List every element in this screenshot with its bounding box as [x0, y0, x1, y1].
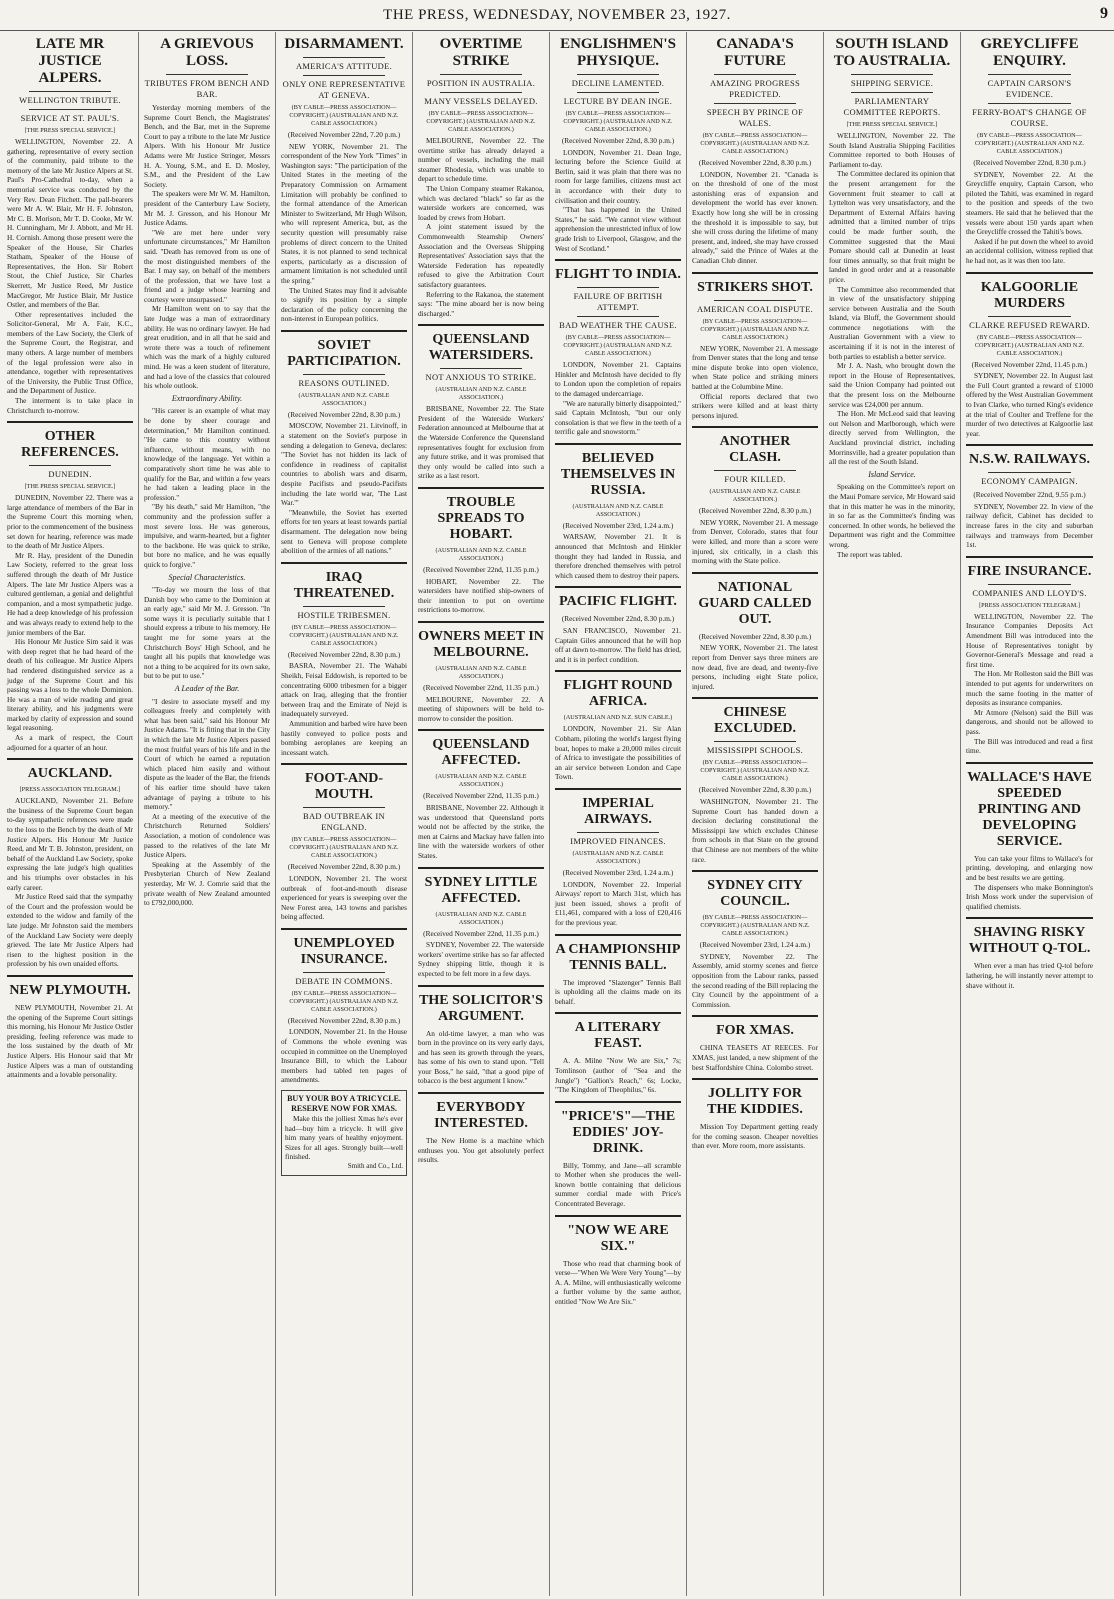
received-time: (Received November 22nd, 9.55 p.m.) — [973, 490, 1086, 500]
newspaper-columns — [2, 32, 1112, 1596]
headline: CANADA'S FUTURE — [716, 36, 794, 69]
story-divider — [281, 928, 407, 930]
article-paragraph: BRISBANE, November 22. Although it was understood that Queensland ports would not be affected by the strike, the men at Cairns and Mackay have fallen into line with the waterside workers of other States. — [418, 802, 544, 860]
article-paragraph: The dispensers who make Bonnington's Irish Moss work under the supervision of qualified chemists. — [966, 882, 1093, 911]
article-paragraph: Billy, Tommy, and Jane—all scramble to Mother when she produces the well-known bottle containing that delicious summer cordial made with Price's Concentrated Beverage. — [555, 1160, 681, 1209]
story-divider — [418, 985, 544, 987]
headline: PACIFIC FLIGHT. — [559, 594, 677, 610]
article-paragraph: NEW YORK, November 21. A message from Denver, Colorado, states that four were killed, and more than a score were injured, six critically, in a clash this morning with the State police. — [692, 517, 818, 566]
subheadline: HOSTILE TRIBESMEN. — [297, 609, 391, 620]
article-paragraph: SYDNEY, November 22. At the Greycliffe enquiry, Captain Carson, who piloted the Tahiti, was examined in regard to the position and speeds of the two steamers. He said that he believed that the vessels were about 150 yards apart when the Greycliffe crossed the Tahiti's bows. — [966, 169, 1093, 237]
wire-credit: [THE PRESS SPECIAL SERVICE.] — [846, 121, 938, 128]
deck-rule — [577, 316, 659, 317]
deck-rule — [303, 57, 385, 58]
article-paragraph: Those who read that charming book of verse—"When We Were Very Young"—by A. A. Milne, will enthusiastically welcome a further volume by the same author, entitled "Now We Are Six." — [555, 1258, 681, 1307]
wire-credit: (BY CABLE—PRESS ASSOCIATION—COPYRIGHT.) (AUSTRALIAN AND N.Z. CABLE ASSOCIATION.) — [289, 104, 399, 127]
deck-rule — [988, 316, 1071, 317]
headline: SOVIET PARTICIPATION. — [287, 337, 401, 369]
column-2 — [139, 32, 276, 1596]
headline: LATE MR JUSTICE ALPERS. — [35, 36, 105, 86]
article-paragraph: Mr R. Hay, president of the Dunedin Law Society, referred to the great loss suffered through the death of Mr Justice Alpers. The late Mr Justice Alpers was a cultured gentleman, a genial and delightful companion, and a most sympathetic judge. He had a deep knowledge of his profession and was always ready to extend help to the junior members of the Bar. — [7, 550, 133, 637]
story-divider — [555, 788, 681, 790]
story-divider — [7, 758, 133, 760]
story-divider — [692, 426, 818, 428]
article-paragraph: LONDON, November 21. "Canada is on the threshold of one of the most astonishing eras of expansion and development the world has ever known. Exactly how long she will be in crossing the threshold it is impossible to say, but she will cross during the lifetime of many present, and, indeed, she may have crossed already," said the Prince of Wales at the Canadian Club dinner. — [692, 169, 818, 265]
article-paragraph: DUNEDIN, November 22. There was a large attendance of members of the Bar in the Supreme Court this morning when, prior to the commencement of the business set down for hearing, reference was made to the death of Mr Justice Alpers. — [7, 493, 133, 551]
article-paragraph: CHINA TEASETS AT REECES. For XMAS, just landed, a new shipment of the best Staffordshire China. Colombo street. — [692, 1043, 818, 1072]
deck-rule — [303, 374, 385, 375]
wire-credit: (BY CABLE—PRESS ASSOCIATION—COPYRIGHT.) (AUSTRALIAN AND N.Z. CABLE ASSOCIATION.) — [700, 132, 810, 155]
ad-advertiser: Smith and Co., Ltd. — [347, 1162, 403, 1170]
story-divider — [555, 1215, 681, 1217]
received-time: (Received November 22nd, 8.30 p.m.) — [698, 506, 812, 516]
received-time: (Received November 22nd, 8.30 p.m.) — [698, 158, 812, 167]
story-divider — [555, 670, 681, 672]
subheadline: FERRY-BOAT'S CHANGE OF COURSE. — [972, 107, 1087, 128]
subheadline: ONLY ONE REPRESENTATIVE AT GENEVA. — [282, 79, 406, 100]
received-time: (Received November 22nd, 11.35 p.m.) — [423, 791, 539, 801]
wire-credit: (BY CABLE—PRESS ASSOCIATION—COPYRIGHT.) (AUSTRALIAN AND N.Z. CABLE ASSOCIATION.) — [289, 989, 399, 1013]
story-divider — [418, 324, 544, 326]
column-8 — [961, 32, 1098, 1596]
article-paragraph: LONDON, November 22. Imperial Airways' report to March 31st, which has just been issued, shows a profit of £11,461, compared with a loss of £20,416 for the previous year. — [555, 879, 681, 927]
story-divider — [418, 729, 544, 731]
headline: KALGOORLIE MURDERS — [980, 279, 1079, 311]
article-paragraph: Mr Atmore (Nelson) said the Bill was dangerous, and should not be allowed to pass. — [966, 707, 1093, 736]
article-paragraph: BASRA, November 21. The Wahabi Sheikh, Feisal Eddowish, is reported to be concentrating 6000 tribesmen for a bigger attack on Iraq, alleging that the frontier between Iraq and the Emirate of Nejd is inadequately surveyed. — [281, 661, 407, 719]
headline: A CHAMPIONSHIP TENNIS BALL. — [555, 941, 681, 973]
article-paragraph: Mr J. A. Nash, who brought down the report in the House of Representatives, said the Union Company had pointed out that the present loss on the Melbourne service was £24,000 per annum. — [829, 361, 955, 409]
subheadline: AMERICAN COAL DISPUTE. — [696, 303, 814, 314]
headline: CHINESE EXCLUDED. — [713, 705, 797, 737]
story-divider — [555, 586, 681, 588]
received-time: (Received November 22nd, 8.30 p.m.) — [287, 649, 401, 659]
article-paragraph: WELLINGTON, November 22. A gathering, representative of every section of the community, paid tribute to the memory of the late Mr Justice Alpers at St. Paul's Pro-Cathedral to-day, when a memorial service was conducted by the Very Rev. Dean Fitchett. The pall-bearers were Mr A. W. Blair, Mr H. F. Johnston, Mr C. B. Morison, Mr T. D. Cooke, Mr W. H. Cunningham, Mr J. Abbott, and Mr H. H. Cornish. Among those present were the Speaker of the House, Sir Charles Statham, Speaker of the House of Representatives, the Hon. Sir Robert Stout, the Chief Justice, Sir Charles Skerrett, Mr Justice Reed, Mr Justice MacGregor, Mr Justice Blair, Mr Justice Ostler, and members of the Bar. — [7, 137, 133, 310]
article-paragraph: Asked if he put down the wheel to avoid an accidental collision, witness replied that he had not, as it was then too late. — [966, 236, 1093, 265]
deck-rule — [714, 741, 796, 742]
received-time: (Received November 22nd, 8.30 p.m.) — [698, 785, 812, 795]
article-paragraph: Speaking at the Assembly of the Presbyterian Church of New Zealand yesterday, Mr W. J. Comrie said that the private wealth of New Zealand amounted to £792,000,000. — [144, 859, 270, 908]
story-divider — [418, 867, 544, 869]
subheadline: BAD OUTBREAK IN ENGLAND. — [303, 811, 385, 833]
article-paragraph: An old-time lawyer, a man who was born in the province on its very early days, and has seen its growth through the years, has some of his own to stand upon. "Tell your Boss," he said, "that a good pipe of tobacco is the best argument I know." — [418, 1028, 544, 1086]
story-divider — [692, 870, 818, 872]
headline: OTHER REFERENCES. — [21, 429, 119, 461]
wire-credit: [THE PRESS SPECIAL SERVICE.] — [24, 483, 116, 491]
article-paragraph: At a meeting of the executive of the Christchurch Returned Soldiers' Association, a motion of condolence was passed to the relatives of the late Mr Justice Alpers. — [144, 811, 270, 860]
story-divider — [7, 975, 133, 977]
story-divider — [555, 259, 681, 261]
story-divider — [418, 487, 544, 489]
article-paragraph: Yesterday morning members of the Supreme Court Bench, the Magistrates' Bench, and the Bar, met in the Supreme Court to pay a tribute to the late Mr Justice Alpers. With his Honour Mr Justice Adams were Mr Justice Stringer, Messrs H. A. Young, S.M., and E. D. Mosley, S.M., and the President of the Law Society. — [144, 103, 270, 189]
story-divider — [692, 1078, 818, 1080]
headline: SYDNEY CITY COUNCIL. — [707, 878, 803, 910]
article-paragraph: WARSAW, November 21. It is announced that McIntosh and Hinkler thought they had landed in Russia, and therefore drenched themselves with petrol which caused them to destroy their papers. — [555, 532, 681, 580]
deck-rule — [714, 300, 796, 301]
column-4 — [413, 32, 550, 1596]
headline: QUEENSLAND AFFECTED. — [432, 737, 530, 769]
subheadline: COMPANIES AND LLOYD'S. — [972, 587, 1087, 598]
headline: AUCKLAND. — [27, 766, 113, 782]
article-paragraph: NEW YORK, November 21. The latest report from Denver says three miners are now dead, five are dead, and twenty-five persons, including eight State police, injured. — [692, 643, 818, 691]
ad-text: Make this the jolliest Xmas he's ever had—buy him a tricycle. It will give him many years of healthy enjoyment. Sizes for all ages. Strongly built—well finished. — [285, 1114, 403, 1162]
wire-credit: (BY CABLE—PRESS ASSOCIATION—COPYRIGHT.) (AUSTRALIAN AND N.Z. CABLE ASSOCIATION.) — [289, 836, 399, 860]
article-paragraph: Speaking on the Committee's report on the Maui Pomare service, Mr Howard said that in this matter he was in the minority, in so far as the Committee's finding was concerned. In other words, he believed the Department was right and the Committee wrong. — [829, 482, 955, 549]
headline: BELIEVED THEMSELVES IN RUSSIA. — [560, 450, 676, 498]
headline: EVERYBODY INTERESTED. — [434, 1100, 528, 1132]
article-paragraph: SYDNEY, November 22. In view of the railway deficit, Cabinet has decided to increase fares in the city and suburban railways and tramways from December 1st. — [966, 501, 1093, 550]
article-paragraph: Mission Toy Department getting ready for the coming season. Cheaper novelties than ever. More room, more assistants. — [692, 1122, 818, 1151]
received-time: (Received November 22nd, 8.30 p.m.) — [287, 1015, 401, 1025]
subheadline: NOT ANXIOUS TO STRIKE. — [425, 372, 537, 383]
article-paragraph: "That has happened in the United States," he said. "We cannot view without apprehension the unrestricted influx of low grade Irish to Liverpool, Glasgow, and the West of Scotland." — [555, 205, 681, 253]
headline: NEW PLYMOUTH. — [9, 982, 131, 998]
article-paragraph: "We are naturally bitterly disappointed," said Captain McIntosh, "but our only consolation is that we flew in the teeth of a terrific gale and snowstorm." — [555, 398, 681, 437]
section-subhead: Island Service. — [868, 469, 916, 479]
article-paragraph: The Committee also recommended that in view of the unsatisfactory shipping service between Australia and the South Island, via Bluff, the Government should commence negotiations with the Australian Government with a view to ascertaining if it is not in the interest of both parties to establish a better service. — [829, 284, 955, 361]
article-paragraph: LONDON, November 21. The worst outbreak of foot-and-mouth disease experienced for years is sweeping over the New Forest area, 143 towns and parishes being affected. — [281, 873, 407, 922]
article-paragraph: NEW YORK, November 21. A message from Denver states that the long and tense mine dispute broke into open violence, when State police and striking miners battled at the Columbine Mine. — [692, 343, 818, 391]
headline: SHAVING RISKY WITHOUT Q-TOL. — [968, 925, 1091, 957]
story-divider — [966, 556, 1093, 558]
article-paragraph: The United States may find it advisable to signify its position by a simple declaration of the policy concerning the non-interest in European politics. — [281, 285, 407, 324]
advertisement — [281, 1090, 407, 1176]
story-divider — [281, 763, 407, 765]
article-paragraph: WASHINGTON, November 21. The Supreme Court has handed down a decision declaring constitutional the Mississippi law which excludes Chinese from schools in that State on the ground that Chinese are not members of the white race. — [692, 797, 818, 864]
wire-credit: (AUSTRALIAN AND N.Z. CABLE ASSOCIATION.) — [435, 547, 527, 563]
wire-credit: [THE PRESS SPECIAL SERVICE.] — [24, 127, 116, 134]
subheadline: POSITION IN AUSTRALIA. — [426, 78, 536, 88]
received-time: (Received November 23rd, 1.24 a.m.) — [562, 867, 674, 877]
article-paragraph: NEW YORK, November 21. The correspondent of the New York "Times" in Washington says: "The participation of the United States in the meeting of the Preparatory Commission on Armament Limitation will probably be confined to the formal attendance of the American Minister to Switzerland, Mr Hugh Wilson, who will represent America, but, as the security question will presumably raise problems of direct concern to the United States, it is not planned to send technical experts, particularly as a discussion of armament limitation is not scheduled until the spring." — [281, 141, 407, 285]
received-time: (Received November 22nd, 8.30 p.m.) — [561, 136, 675, 145]
newspaper-title: THE PRESS, WEDNESDAY, NOVEMBER 23, 1927. — [383, 7, 731, 23]
article-paragraph: His Honour Mr Justice Sim said it was with deep regret that he had heard of the death of his colleague. Mr Justice Alpers had rendered distinguished service as a judge of the Supreme Court and his passing was a loss to the whole Dominion. He was a man of wide reading and great literary ability, and his judgments were marked by clarity of expression and sound legal reasoning. — [7, 637, 133, 733]
received-time: (Received November 22nd, 11.35 p.m.) — [423, 565, 539, 575]
subheadline: DEBATE IN COMMONS. — [295, 975, 393, 986]
deck-rule — [988, 103, 1071, 104]
story-divider — [692, 697, 818, 699]
article-paragraph: Ammunition and barbed wire have been hastily conveyed to police posts and bombing aeroplanes are keeping an incessant watch. — [281, 718, 407, 757]
deck-rule — [988, 584, 1071, 585]
headline: ANOTHER CLASH. — [719, 434, 791, 466]
story-divider — [418, 1092, 544, 1094]
article-paragraph: Mr Hamilton went on to say that the late Judge was a man of extraordinary ability. He was no ordinary lawyer. He had great erudition, and in all that he said and wrote there was a touch of refinement which was the mark of a highly cultured mind. He was a keen student of literature, and had a love of the classics that coloured his whole outlook. — [144, 304, 270, 391]
deck-rule — [851, 92, 933, 93]
article-paragraph: Other representatives included the Solicitor-General, Mr A. Fair, K.C., members of the Law Society, the Clerk of the Supreme Court, the Registrar, and many others. A large number of members of the legal profession were also in attendance, together with representatives of the University, the Public Trust Office, and the Department of Justice. — [7, 309, 133, 396]
article-paragraph: When ever a man has tried Q-tol before lathering, he will instantly never attempt to shave without it. — [966, 961, 1093, 990]
story-divider — [555, 934, 681, 936]
article-paragraph: A joint statement issued by the Commonwealth Steamship Owners' Association and the Overseas Shipping Representatives' Association says that the Waterside Federation has repeatedly refused to give the Arbitration Court satisfactory guarantees. — [418, 222, 544, 289]
article-paragraph: The speakers were Mr W. M. Hamilton, president of the Canterbury Law Society, Mr M. J. Gresson, and his Honour Mr Justice Adams. — [144, 189, 270, 228]
article-paragraph: LONDON, November 21. In the House of Commons the whole evening was occupied in committee on the Unemployed Insurance Bill, to which the Labour members had tabled ten pages of amendments. — [281, 1027, 407, 1085]
subheadline: IMPROVED FINANCES. — [570, 835, 666, 846]
page-number: 9 — [1100, 5, 1108, 22]
story-divider — [281, 562, 407, 564]
section-subhead: Extraordinary Ability. — [171, 393, 243, 403]
article-paragraph: SAN FRANCISCO, November 21. Captain Giles announced that he will hop off at dawn to-morrow. The field has dried, and it is in perfect condition. — [555, 626, 681, 664]
article-paragraph: The New Home is a machine which enthuses you. You get absolutely perfect results. — [418, 1136, 544, 1165]
article-paragraph: The Committee declared its opinion that the present arrangement for the Government fruit steamer to call at Lyttelton was very unsatisfactory, and the Department of External Affairs having admitted that a limited number of trips could be made further south, the Committee suggested that the Maui Pomare should call at Dunedin at least four times annually, so that fruit might be landed in good order and at a reasonable price. — [829, 169, 955, 284]
wire-credit: (BY CABLE—PRESS ASSOCIATION—COPYRIGHT.) (AUSTRALIAN AND N.Z. CABLE ASSOCIATION.) — [974, 132, 1085, 155]
headline: N.S.W. RAILWAYS. — [968, 452, 1090, 468]
headline: DISARMAMENT. — [284, 36, 404, 52]
article-paragraph: AUCKLAND, November 21. Before the business of the Supreme Court began to-day sympathetic references were made to the loss to the Bench by the death of Mr Justice Alpers. His Honour Mr Justice Reed, and Mr T. B. Johnston, president, on behalf of the Auckland Law Society, spoke expressing the late judge's high qualities and his triumphs over obstacles in his early career. — [7, 796, 133, 892]
received-time: (Received November 23rd, 1.24 a.m.) — [562, 520, 674, 530]
wire-credit: (BY CABLE—PRESS ASSOCIATION—COPYRIGHT.) (AUSTRALIAN AND N.Z. CABLE ASSOCIATION.) — [563, 334, 673, 358]
story-divider — [555, 1101, 681, 1103]
masthead — [0, 0, 1114, 31]
headline: A GRIEVOUS LOSS. — [160, 36, 254, 69]
subheadline: WELLINGTON TRIBUTE. — [19, 95, 121, 105]
subheadline: FAILURE OF BRITISH ATTEMPT. — [573, 291, 663, 313]
subheadline: REASONS OUTLINED. — [298, 377, 390, 388]
received-time: (Received November 22nd, 8.30 p.m.) — [561, 614, 675, 624]
story-divider — [966, 917, 1093, 919]
deck-rule — [29, 465, 111, 466]
wire-credit: (AUSTRALIAN AND N.Z. CABLE ASSOCIATION.) — [572, 849, 664, 865]
subheadline: MANY VESSELS DELAYED. — [424, 96, 538, 106]
article-paragraph: Referring to the Rakanoa, the statement says: "The mine aboard her is now being discharged." — [418, 289, 544, 318]
wire-credit: (BY CABLE—PRESS ASSOCIATION—COPYRIGHT.) (AUSTRALIAN AND N.Z. CABLE ASSOCIATION.) — [700, 759, 810, 783]
article-paragraph: "We are met here under very unfortunate circumstances," Mr Hamilton said. "Death has removed from us one of the most distinguished members of the Bar. I may say, on behalf of the members of the profession, that we have lost a friend and a judge whose learning and courtesy were unsurpassed." — [144, 227, 270, 304]
deck-rule — [577, 287, 659, 288]
headline: FOOT-AND-MOUTH. — [304, 771, 384, 803]
deck-rule — [29, 91, 111, 92]
deck-rule — [29, 109, 111, 110]
article-paragraph: "By his death," said Mr Hamilton, "the community and the profession suffer a most severe loss. He was generous, impulsive, and warm-hearted, but a fighter to the backbone. He was quick to strike, but bore no malice, and he was equally quick to forgive." — [144, 502, 270, 569]
headline: "PRICE'S"—THE EDDIES' JOY-DRINK. — [560, 1108, 676, 1156]
story-divider — [966, 272, 1093, 274]
received-time: (Received November 22nd, 11.45 p.m.) — [971, 359, 1088, 369]
article-paragraph: WELLINGTON, November 22. The South Island Australia Shipping Facilities Committee reported to both Houses of Parliament to-day. — [829, 131, 955, 169]
deck-rule — [440, 92, 522, 93]
received-time: (Received November 22nd, 8.30 p.m.) — [287, 862, 401, 872]
subheadline: SERVICE AT ST. PAUL'S. — [20, 113, 120, 123]
headline: IMPERIAL AIRWAYS. — [582, 795, 654, 827]
wire-credit: (BY CABLE—PRESS ASSOCIATION—COPYRIGHT.) (AUSTRALIAN AND N.Z. CABLE ASSOCIATION.) — [563, 110, 673, 133]
subheadline: MISSISSIPPI SCHOOLS. — [706, 745, 804, 756]
headline: A LITERARY FEAST. — [574, 1020, 662, 1052]
article-paragraph: "To-day we mourn the loss of that Danish boy who came to the Dominion at an early age," said Mr M. J. Gresson. "In some ways it is peculiarly suitable that I should express a tribute to his memory. He taught me for some years at the Christchurch Boys' High School, and he taught all his pupils that knowledge was not a thing to be acquired for its own sake, but to be put to use." — [144, 585, 270, 681]
article-paragraph: LONDON, November 21. Dean Inge, lecturing before the Science Guild at Berlin, said it was plain that there was no room for large families, citizens must act in accordance with their duty to civilisation and their country. — [555, 147, 681, 205]
story-divider — [7, 421, 133, 423]
deck-rule — [440, 74, 522, 75]
deck-rule — [303, 807, 385, 808]
received-time: (Received November 23rd, 1.24 a.m.) — [699, 940, 811, 950]
headline: THE SOLICITOR'S ARGUMENT. — [419, 992, 543, 1024]
deck-rule — [166, 74, 248, 75]
subheadline: CLARKE REFUSED REWARD. — [969, 319, 1090, 330]
received-time: (Received November 22nd, 11.35 p.m.) — [423, 928, 539, 938]
headline: WALLACE'S HAVE SPEEDED PRINTING AND DEVELOPING SERVICE. — [967, 769, 1092, 849]
article-paragraph: "His career is an example of what may be done by sheer courage and determination," Mr Hamilton continued. "He came to this country without influence, without means, with no knowledge of the language. Yet within a comparatively short time he was able to qualify for the Bar, and within a few years he had taken a leading place in the profession." — [144, 406, 270, 502]
received-time: (Received November 22nd, 8.30 p.m.) — [287, 409, 401, 419]
story-divider — [692, 1015, 818, 1017]
received-time: (Received November 22nd, 11.35 p.m.) — [423, 683, 539, 692]
article-paragraph: HOBART, November 22. The watersiders have notified ship-owners of their intention to put on overtime restrictions to-morrow. — [418, 576, 544, 615]
article-paragraph: MELBOURNE, November 22. The overtime strike has already delayed a number of vessels, including the mail steamer Rhodesia, which was unable to depart to schedule time. — [418, 136, 544, 184]
article-paragraph: WELLINGTON, November 22. The Insurance Companies Deposits Act Amendment Bill was introduced into the House of Representatives tonight by Governor-General's Message and read a first time. — [966, 611, 1093, 669]
wire-credit: (BY CABLE—PRESS ASSOCIATION—COPYRIGHT.) (AUSTRALIAN AND N.Z. CABLE ASSOCIATION.) — [974, 333, 1085, 357]
deck-rule — [303, 606, 385, 607]
deck-rule — [303, 75, 385, 76]
subheadline: AMAZING PROGRESS PREDICTED. — [709, 78, 801, 99]
story-divider — [966, 444, 1093, 446]
deck-rule — [577, 832, 659, 833]
article-paragraph: NEW PLYMOUTH, November 21. At the opening of the Supreme Court sittings this morning, his Honour Mr Justice Ostler presiding, feeling reference was made to the loss sustained by the death of Mr Justice Alpers. His Honour said that Mr Justice Alpers was a man of outstanding attainments and a lovable personality. — [7, 1002, 133, 1080]
headline: QUEENSLAND WATERSIDERS. — [428, 332, 534, 364]
story-divider — [418, 621, 544, 623]
wire-credit: (AUSTRALIAN AND N.Z. SUN CABLE.) — [563, 714, 673, 722]
headline: SOUTH ISLAND TO AUSTRALIA. — [833, 36, 951, 69]
wire-credit: (AUSTRALIAN AND N.Z. CABLE ASSOCIATION.) — [298, 391, 390, 407]
subheadline: SPEECH BY PRINCE OF WALES. — [706, 107, 804, 128]
deck-rule — [714, 470, 796, 471]
deck-rule — [714, 74, 796, 75]
subheadline: AMERICA'S ATTITUDE. — [295, 61, 392, 71]
subheadline: PARLIAMENTARY COMMITTEE REPORTS. — [843, 96, 941, 117]
headline: STRIKERS SHOT. — [697, 279, 813, 295]
headline: FIRE INSURANCE. — [967, 563, 1092, 579]
article-paragraph: SYDNEY, November 22. In August last the Full Court granted a reward of £1000 offered by the West Australian Government to Ivan Clarke, who turned King's evidence at the trial of Coulter and Treffene for the murder of two detectives at Kalgoorlie last year. — [966, 371, 1094, 438]
subheadline: FOUR KILLED. — [724, 474, 786, 485]
deck-rule — [303, 972, 385, 973]
headline: SYDNEY LITTLE AFFECTED. — [424, 874, 538, 906]
story-divider — [555, 443, 681, 445]
subheadline: DUNEDIN. — [48, 469, 92, 480]
article-paragraph: MOSCOW, November 21. Litvinoff, in a statement on the Soviet's purpose in sending a delegation to Geneva, declares: "The Soviet has not hidden its lack of confidence in readiness of capitalist countries to abolish wars and disarm, despite Pacifists and pseudo-Pacifists including the late world war, 'The Last War.'" — [281, 421, 407, 508]
wire-credit: (AUSTRALIAN AND N.Z. CABLE ASSOCIATION.) — [435, 665, 527, 680]
subheadline: LECTURE BY DEAN INGE. — [563, 96, 673, 106]
subheadline: ECONOMY CAMPAIGN. — [981, 476, 1078, 487]
column-1 — [2, 32, 139, 1596]
wire-credit: (BY CABLE—PRESS ASSOCIATION—COPYRIGHT.) (AUSTRALIAN AND N.Z. CABLE ASSOCIATION.) — [700, 914, 810, 938]
headline: NATIONAL GUARD CALLED OUT. — [698, 579, 812, 627]
article-paragraph: BRISBANE, November 22. The State President of the Waterside Workers' Federation announced at Melbourne that at the Waterside Conference the Queensland representatives fought for exclusion from any future strike, and it was promised that they only would be called into such a strike as a last resort. — [418, 404, 544, 481]
headline: ENGLISHMEN'S PHYSIQUE. — [560, 36, 676, 69]
deck-rule — [577, 92, 659, 93]
story-divider — [692, 572, 818, 574]
headline: FOR XMAS. — [716, 1023, 794, 1039]
article-paragraph: Official reports declared that two strikers were killed and at least thirty persons injured. — [692, 391, 818, 420]
wire-credit: (AUSTRALIAN AND N.Z. CABLE ASSOCIATION.) — [709, 488, 801, 504]
wire-credit: (AUSTRALIAN AND N.Z. CABLE ASSOCIATION.) — [435, 910, 527, 926]
article-paragraph: The Hon. Mr Rolleston said the Bill was intended to put agents for underwriters on much the same footing in the matter of deposits as insurance companies. — [966, 669, 1093, 708]
article-paragraph: Mr Justice Reed said that the sympathy of the Court and the profession would be extended to the widow and family of the late judge. Mr Johnston said the members of the Auckland Law Society were deeply grieved. The late Mr Justice Alpers had risen to the highest position in the profession by his own unaided efforts. — [7, 892, 133, 969]
headline: FLIGHT ROUND AFRICA. — [563, 678, 673, 710]
ad-headline: BUY YOUR BOY A TRICYCLE. RESERVE NOW FOR XMAS. — [287, 1094, 401, 1114]
headline: JOLLITY FOR THE KIDDIES. — [707, 1086, 803, 1118]
received-time: (Received November 22nd, 8.30 p.m.) — [973, 158, 1086, 167]
deck-rule — [577, 74, 659, 75]
headline: OVERTIME STRIKE — [439, 36, 523, 69]
article-paragraph: LONDON, November 21. Captains Hinkler and McIntosh have decided to fly to London upon the completion of repairs to the damaged undercarriage. — [555, 360, 681, 398]
headline: "NOW WE ARE SIX." — [567, 1222, 669, 1254]
wire-credit: (AUSTRALIAN AND N.Z. CABLE ASSOCIATION.) — [435, 773, 527, 789]
subheadline: CAPTAIN CARSON'S EVIDENCE. — [987, 78, 1072, 99]
wire-credit: (AUSTRALIAN AND N.Z. CABLE ASSOCIATION.) — [572, 502, 664, 518]
received-time: (Received November 22nd, 8.30 p.m.) — [698, 631, 812, 641]
section-subhead: Special Characteristics. — [168, 572, 246, 582]
subheadline: DECLINE LAMENTED. — [571, 78, 665, 88]
wire-credit: (AUSTRALIAN AND N.Z. CABLE ASSOCIATION.) — [435, 386, 527, 402]
wire-credit: [PRESS ASSOCIATION TELEGRAM.] — [19, 786, 121, 794]
article-paragraph: The Bill was introduced and read a first time. — [966, 736, 1093, 756]
article-paragraph: As a mark of respect, the Court adjourned for a quarter of an hour. — [7, 733, 133, 752]
column-5 — [550, 32, 687, 1596]
article-paragraph: The interment is to take place in Christchurch to-morrow. — [7, 396, 133, 415]
article-paragraph: The improved "Slazenger" Tennis Ball is upholding all the claims made on its behalf. — [555, 977, 681, 1006]
section-subhead: A Leader of the Bar. — [174, 684, 240, 694]
article-paragraph: The Hon. Mr McLeod said that leaving out Nelson and Marlborough, which were directly served from Wellington, the Auckland provincial district, including Morrinsville, had a greater population than all the rest of the South Island. — [829, 409, 955, 467]
article-paragraph: The report was tabled. — [837, 549, 903, 559]
subheadline: TRIBUTES FROM BENCH AND BAR. — [144, 78, 270, 99]
subheadline: SHIPPING SERVICE. — [850, 78, 934, 88]
deck-rule — [714, 103, 796, 104]
article-paragraph: SYDNEY, November 22. The Assembly, amid stormy scenes and fierce opposition from the Labour ranks, passed the second reading of the Bill replacing the City Council by the appointment of a Commission. — [692, 951, 818, 1009]
story-divider — [966, 762, 1093, 764]
wire-credit: (BY CABLE—PRESS ASSOCIATION—COPYRIGHT.) (AUSTRALIAN AND N.Z. CABLE ASSOCIATION.) — [426, 110, 536, 133]
story-divider — [555, 1012, 681, 1014]
article-paragraph: "Meanwhile, the Soviet has exerted efforts for ten years at least towards partial disarmament. The delegation now being sent to Geneva will propose complete abolition of the armies of all nations." — [281, 507, 407, 556]
headline: GREYCLIFFE ENQUIRY. — [980, 36, 1079, 69]
article-paragraph: MELBOURNE, November 22. A meeting of shipowners will be held to-morrow to consider the position. — [418, 694, 544, 723]
headline: FLIGHT TO INDIA. — [555, 267, 681, 283]
article-paragraph: A. A. Milne "Now We are Six," 7s; Tomlinson (author of "Sea and the Jungle") "Gallion's Reach," 6s; Locke, "The Kingdom of Theophilus," 6s. — [555, 1056, 681, 1095]
wire-credit: (BY CABLE—PRESS ASSOCIATION—COPYRIGHT.) (AUSTRALIAN AND N.Z. CABLE ASSOCIATION.) — [700, 317, 810, 341]
deck-rule — [988, 472, 1071, 473]
headline: UNEMPLOYED INSURANCE. — [293, 935, 395, 967]
article-paragraph: SYDNEY, November 22. The waterside workers' overtime strike has so far affected Sydney shipping little, though it is expected to be felt more in a few days. — [418, 940, 544, 978]
article-paragraph: "I desire to associate myself and my colleagues freely and completely with what has been said," said his Honour Mr Justice Adams. "It is fitting that in the City in which the late Mr Justice Alpers passed the most fruitful years of his life and in the Court of which he earned a reputation which placed him easily and without dispute as the leader of the Bar, the friends of his earlier time should have taken advantage of paying a tribute to his memory." — [144, 696, 270, 812]
column-3 — [276, 32, 413, 1596]
deck-rule — [851, 74, 933, 75]
received-time: (Received November 22nd, 7.20 p.m.) — [287, 130, 401, 139]
wire-credit: [PRESS ASSOCIATION TELEGRAM.] — [979, 601, 1080, 609]
deck-rule — [440, 368, 522, 369]
article-paragraph: You can take your films to Wallace's for printing, developing, and enlarging now and be best results we are getting. — [966, 853, 1093, 882]
column-6 — [687, 32, 824, 1596]
article-paragraph: LONDON, November 21. Sir Alan Cobham, piloting the world's largest flying boat, hopes to make a 20,000 miles circuit of Africa to investigate the possibilities of an air service between London and Cape Town. — [555, 724, 681, 782]
article-paragraph: The Union Company steamer Rakanoa, which was declared "black" so far as the waterside workers are concerned, was loaded by crews from Hobart. — [418, 183, 544, 222]
story-divider — [692, 272, 818, 274]
headline: IRAQ THREATENED. — [293, 569, 395, 601]
deck-rule — [988, 74, 1071, 75]
column-7 — [824, 32, 961, 1596]
story-divider — [281, 330, 407, 332]
headline: TROUBLE SPREADS TO HOBART. — [437, 495, 525, 543]
headline: OWNERS MEET IN MELBOURNE. — [418, 629, 544, 660]
wire-credit: (BY CABLE—PRESS ASSOCIATION—COPYRIGHT.) (AUSTRALIAN AND N.Z. CABLE ASSOCIATION.) — [289, 623, 399, 647]
subheadline: BAD WEATHER THE CAUSE. — [559, 320, 677, 331]
